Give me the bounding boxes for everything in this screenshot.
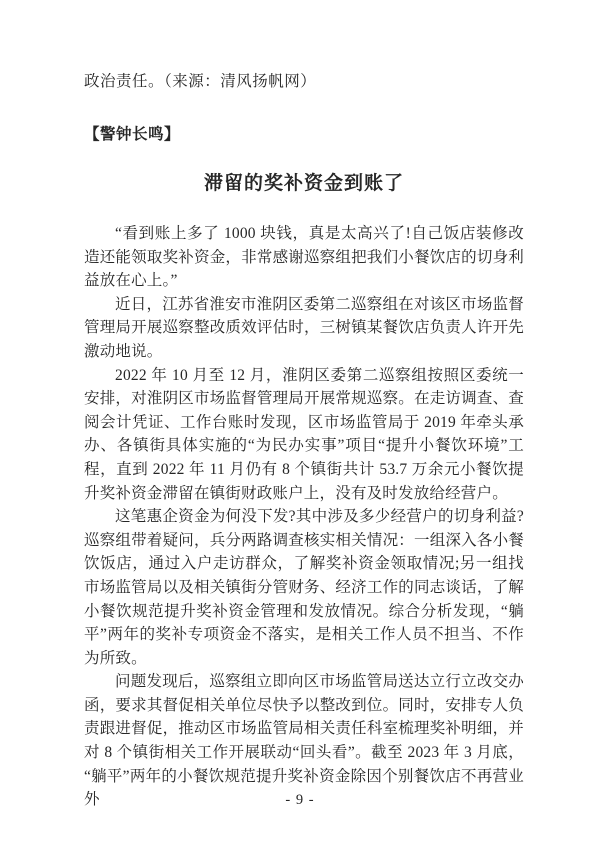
article-paragraph: “看到账上多了 1000 块钱，真是太高兴了!自己饭店装修改造还能领取奖补资金，非常感谢巡察组把我们小餐饮店的切身利益放在心上。” <box>84 225 524 290</box>
article-title: 滞留的奖补资金到账了 <box>203 173 404 194</box>
page-number: - 9 - <box>285 792 315 808</box>
section-heading: 【警钟长鸣】 <box>84 126 181 143</box>
article-paragraph: 这笔惠企资金为何没下发?其中涉及多少经营户的切身利益?巡察组带着疑问，兵分两路调查核实相关情况：一组深入各小餐饮饭店，通过入户走访群众，了解奖补资金领取情况;另一组找市场监管局以及相关镇街分管财务、经济工作的同志谈话，了解小餐饮规范提升奖补资金管理和发放情况。综合分析发现，“躺平”两年的奖补专项资金不落实，是相关工作人员不担当、不作为所致。 <box>84 508 524 667</box>
article-paragraphs <box>84 222 524 812</box>
document-body <box>84 70 524 812</box>
paragraph-continuation: 政治责任。（来源：清风扬帆网） <box>84 73 317 90</box>
article-paragraph: 近日，江苏省淮安市淮阴区委第二巡察组在对该区市场监督管理局开展巡察整改质效评估时，三树镇某餐饮店负责人许开先激动地说。 <box>84 295 524 360</box>
article-paragraph: 问题发现后，巡察组立即向区市场监管局送达立行立改交办函，要求其督促相关单位尽快予以整改到位。同时，安排专人负责跟进督促，推动区市场监管局相关责任科室梳理奖补明细，并对 8 个镇街相关工作开展联动“回头看”。截至 2023 年 3 月底，“躺平”两年的小餐饮规范提升奖补资金除因个别餐饮店不再营业外 <box>84 673 524 809</box>
article-paragraph: 2022 年 10 月至 12 月，淮阴区委第二巡察组按照区委统一安排，对淮阴区市场监督管理局开展常规巡察。在走访调查、查阅会计凭证、工作台账时发现，区市场监管局于 2019 年牵头承办、各镇街具体实施的“为民办实事”项目“提升小餐饮环境”工程，直到 2022 年 11 月仍有 8 个镇街共计 53.7 万余元小餐饮提升奖补资金滞留在镇街财政账户上，没有及时发放给经营户。 <box>84 366 524 502</box>
